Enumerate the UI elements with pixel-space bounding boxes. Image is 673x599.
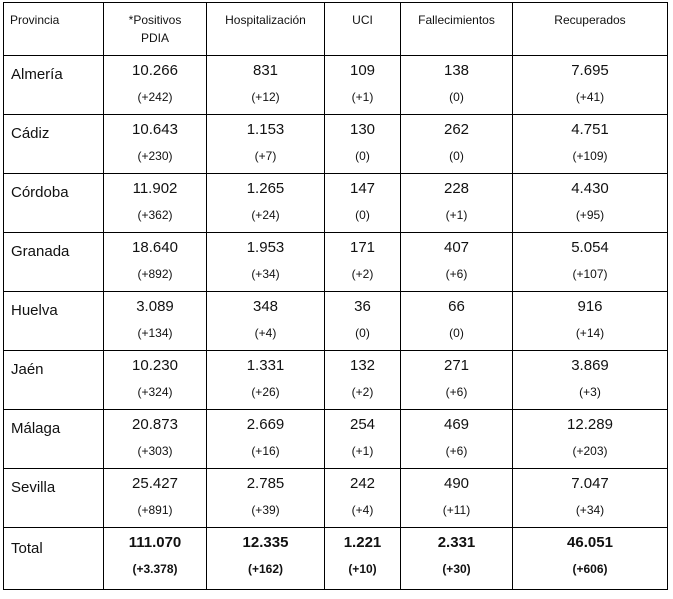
header-provincia: Provincia [4,3,104,56]
hospitalizacion-value: 831 [252,62,279,79]
recuperados-value: 7.695 [571,62,609,79]
positivos-delta: (+242) [137,90,173,104]
hospitalizacion-value: 1.953 [246,239,285,256]
positivos-delta: (+891) [137,503,173,517]
positivos-cell [104,174,207,233]
total-uci-cell [325,528,401,590]
positivos-cell [104,351,207,410]
uci-cell [325,115,401,174]
uci-cell [325,351,401,410]
total-hospitalizacion-cell [207,528,325,590]
hospitalizacion-cell [207,410,325,469]
table-row [4,56,668,115]
total-hospitalizacion: 12.335 [242,534,289,551]
hospitalizacion-value: 1.331 [246,357,285,374]
hospitalizacion-cell [207,56,325,115]
hospitalizacion-cell [207,292,325,351]
recuperados-delta: (+41) [575,90,605,104]
positivos-cell [104,56,207,115]
table-row [4,292,668,351]
provincia-cell: Jaén [4,351,104,410]
table-row [4,410,668,469]
hospitalizacion-value: 1.153 [246,121,285,138]
recuperados-cell [513,174,668,233]
positivos-value: 10.230 [132,357,178,374]
table-row [4,351,668,410]
total-row [4,528,668,590]
hospitalizacion-delta: (+4) [254,326,277,340]
total-positivos: 111.070 [128,534,182,551]
hospitalizacion-value: 2.669 [246,416,285,433]
positivos-cell [104,410,207,469]
total-recuperados: 46.051 [567,534,613,551]
uci-delta: (+1) [351,444,374,458]
hospitalizacion-delta: (+26) [251,385,280,399]
uci-value: 132 [349,357,376,374]
fallecimientos-delta: (0) [449,90,464,104]
header-row [4,3,668,56]
positivos-value: 25.427 [132,475,178,492]
positivos-value: 20.873 [132,416,178,433]
uci-delta: (+4) [351,503,374,517]
total-uci-delta: (+10) [348,562,377,576]
uci-value: 171 [349,239,376,256]
recuperados-value: 5.054 [571,239,609,256]
recuperados-delta: (+107) [572,267,608,281]
positivos-delta: (+303) [137,444,173,458]
uci-cell [325,56,401,115]
header-positivos [104,3,207,56]
uci-cell [325,292,401,351]
recuperados-cell [513,351,668,410]
table-row [4,469,668,528]
table-row [4,233,668,292]
hospitalizacion-cell [207,351,325,410]
hospitalizacion-delta: (+24) [251,208,280,222]
hospitalizacion-delta: (+12) [251,90,280,104]
recuperados-delta: (+95) [575,208,605,222]
table-row [4,115,668,174]
fallecimientos-value: 490 [443,475,470,492]
provincia-cell: Cádiz [4,115,104,174]
recuperados-delta: (+34) [575,503,605,517]
fallecimientos-value: 271 [443,357,470,374]
hospitalizacion-delta: (+16) [251,444,280,458]
positivos-value: 3.089 [136,298,174,315]
recuperados-value: 7.047 [571,475,609,492]
uci-cell [325,469,401,528]
hospitalizacion-cell [207,115,325,174]
positivos-cell [104,469,207,528]
fallecimientos-cell [401,56,513,115]
recuperados-cell [513,56,668,115]
fallecimientos-value: 66 [448,298,465,315]
recuperados-delta: (+3) [579,385,601,399]
header-fallecimientos: Fallecimientos [401,3,513,56]
fallecimientos-cell [401,292,513,351]
positivos-value: 18.640 [132,239,178,256]
fallecimientos-delta: (0) [449,326,464,340]
recuperados-delta: (+109) [572,149,608,163]
fallecimientos-value: 262 [443,121,470,138]
uci-cell [325,410,401,469]
fallecimientos-delta: (+6) [445,385,468,399]
total-recuperados-cell [513,528,668,590]
total-recuperados-delta: (+606) [572,562,608,576]
covid-province-table [3,2,668,590]
positivos-delta: (+362) [137,208,173,222]
header-hospitalizacion: Hospitalización [207,3,325,56]
total-positivos-cell [104,528,207,590]
fallecimientos-value: 407 [443,239,470,256]
positivos-delta: (+134) [137,326,173,340]
positivos-value: 10.643 [132,121,178,138]
uci-value: 109 [349,62,376,79]
header-recuperados: Recuperados [513,3,668,56]
total-uci: 1.221 [343,534,382,551]
recuperados-value: 4.751 [571,121,609,138]
positivos-value: 10.266 [132,62,178,79]
fallecimientos-cell [401,115,513,174]
fallecimientos-cell [401,469,513,528]
fallecimientos-cell [401,233,513,292]
uci-value: 147 [349,180,376,197]
fallecimientos-cell [401,351,513,410]
hospitalizacion-cell [207,469,325,528]
positivos-delta: (+230) [137,149,173,163]
hospitalizacion-delta: (+39) [251,503,280,517]
recuperados-value: 916 [577,298,603,315]
positivos-value: 11.902 [132,180,178,197]
hospitalizacion-cell [207,233,325,292]
positivos-delta: (+892) [137,267,173,281]
recuperados-delta: (+14) [575,326,605,340]
total-fallecimientos-cell [401,528,513,590]
provincia-cell: Huelva [4,292,104,351]
total-label: Total [4,528,104,590]
provincia-cell: Córdoba [4,174,104,233]
hospitalizacion-cell [207,174,325,233]
uci-value: 130 [349,121,376,138]
fallecimientos-cell [401,410,513,469]
total-fallecimientos: 2.331 [437,534,476,551]
hospitalizacion-value: 348 [252,298,279,315]
positivos-cell [104,115,207,174]
uci-delta: (0) [355,149,370,163]
hospitalizacion-value: 1.265 [246,180,285,197]
recuperados-cell [513,115,668,174]
positivos-delta: (+324) [137,385,173,399]
fallecimientos-value: 138 [443,62,470,79]
table-row [4,174,668,233]
provincia-cell: Málaga [4,410,104,469]
uci-delta: (+2) [351,267,374,281]
recuperados-value: 12.289 [567,416,613,433]
fallecimientos-delta: (+11) [442,503,471,517]
header-uci: UCI [325,3,401,56]
table-body [4,56,668,590]
uci-delta: (+1) [351,90,374,104]
uci-cell [325,174,401,233]
fallecimientos-cell [401,174,513,233]
hospitalizacion-value: 2.785 [246,475,285,492]
fallecimientos-delta: (+6) [445,444,468,458]
positivos-cell [104,292,207,351]
uci-value: 36 [354,298,371,315]
recuperados-cell [513,233,668,292]
provincia-cell: Granada [4,233,104,292]
uci-value: 254 [349,416,376,433]
header-positivos-label: *Positivos PDIA [128,13,182,45]
fallecimientos-value: 469 [443,416,470,433]
recuperados-cell [513,469,668,528]
fallecimientos-delta: (0) [449,149,464,163]
recuperados-cell [513,410,668,469]
recuperados-value: 4.430 [571,180,609,197]
recuperados-cell [513,292,668,351]
total-hospitalizacion-delta: (+162) [247,562,284,576]
fallecimientos-value: 228 [443,180,470,197]
recuperados-value: 3.869 [571,357,609,374]
hospitalizacion-delta: (+34) [251,267,280,281]
provincia-cell: Sevilla [4,469,104,528]
provincia-cell: Almería [4,56,104,115]
uci-delta: (0) [355,208,370,222]
uci-cell [325,233,401,292]
fallecimientos-delta: (+1) [445,208,468,222]
total-positivos-delta: (+3.378) [132,562,178,576]
uci-value: 242 [349,475,376,492]
fallecimientos-delta: (+6) [445,267,468,281]
total-fallecimientos-delta: (+30) [442,562,471,576]
uci-delta: (0) [355,326,370,340]
uci-delta: (+2) [351,385,374,399]
hospitalizacion-delta: (+7) [254,149,277,163]
recuperados-delta: (+203) [572,444,608,458]
positivos-cell [104,233,207,292]
